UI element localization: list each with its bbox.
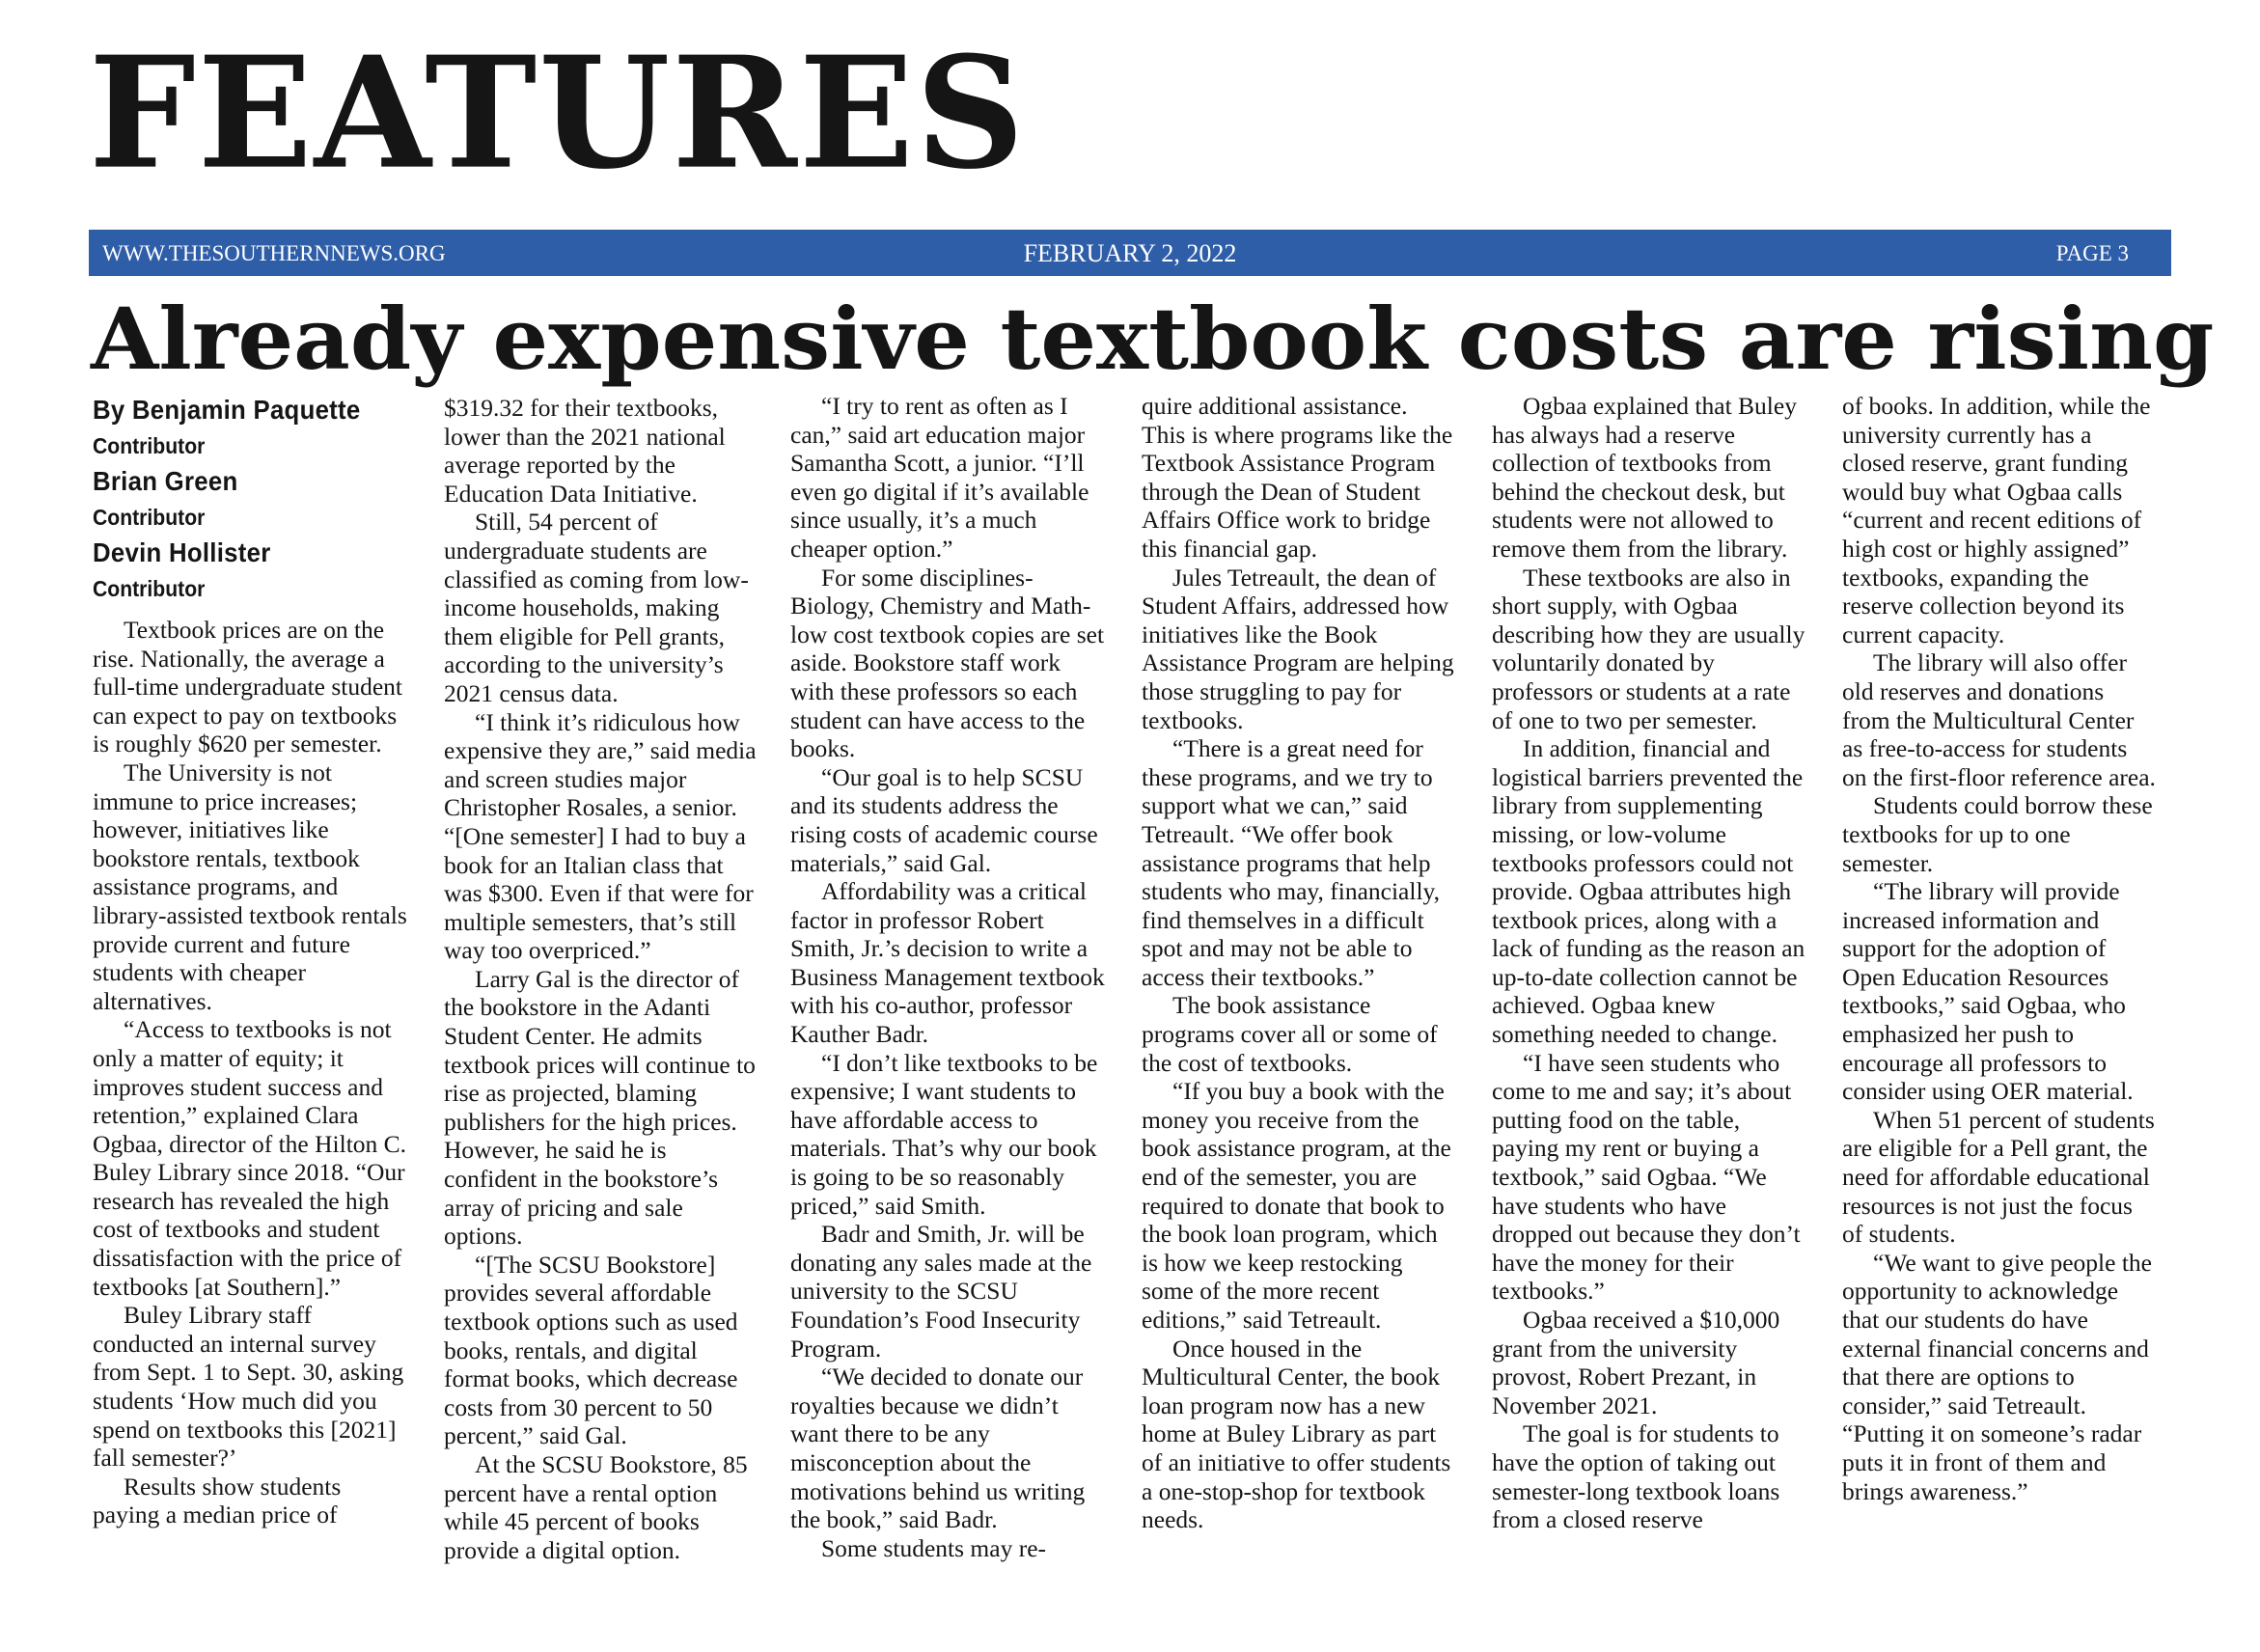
article-column-1 xyxy=(93,392,407,1529)
article-paragraph: Results show students paying a median price of xyxy=(93,1472,342,1529)
byline-author-name: Devin Hollister xyxy=(93,537,271,567)
article-column-2 xyxy=(444,394,758,1564)
byline-author-role: Contributor xyxy=(93,576,206,601)
article-paragraph: Still, 54 percent of undergraduate students are classified as coming from low-income households, making them eligible for Pell grants, according to the university’s 2021 census data. xyxy=(444,508,749,707)
article-paragraph: “We want to give people the opportunity to acknowledge that our students do have external financial concerns and that there are options to consider,” said Tetreault. “Putting it on someone’s radar puts it in front of them and brings awareness.” xyxy=(1842,1248,2152,1505)
article-body-text xyxy=(1142,392,1456,1534)
article-paragraph: Once housed in the Multicultural Center, the book loan program now has a new home at Buley Library as part of an initiative to offer students a one-stop-shop for textbook needs. xyxy=(1142,1334,1451,1534)
article-paragraph: Ogbaa explained that Buley has always had a reserve collection of textbooks from behind the checkout desk, but students were not allowed to remove them from the library. xyxy=(1492,392,1797,563)
article-paragraph: “[The SCSU Bookstore] provides several affordable textbook options such as used books, rentals, and digital format books, which decrease costs from 30 percent to 50 percent,” said Gal. xyxy=(444,1250,738,1450)
article-paragraph: The University is not immune to price increases; however, initiatives like bookstore rentals, textbook assistance programs, and library-assisted textbook rentals provide current and future students with cheaper alternatives. xyxy=(93,757,407,1015)
article-column-3 xyxy=(790,392,1105,1562)
article-paragraph: Buley Library staff conducted an internal survey from Sept. 1 to Sept. 30, asking students ‘How much did you spend on textbooks this [2021] fall semester?’ xyxy=(93,1301,404,1473)
article-paragraph: The book assistance programs cover all or some of the cost of textbooks. xyxy=(1142,991,1438,1077)
article-headline: Already expensive textbook costs are rising xyxy=(91,289,2215,389)
website-url-link[interactable]: WWW.THESOUTHERNNEWS.ORG xyxy=(102,241,446,265)
byline-author-name: By Benjamin Paquette xyxy=(93,395,361,425)
article-paragraph: Students could borrow these textbooks for up to one semester. xyxy=(1842,791,2153,877)
article-column-4 xyxy=(1142,392,1456,1534)
article-paragraph: “We decided to donate our royalties because we didn’t want there to be any misconception about the motivations behind us writing the book,” said Badr. xyxy=(790,1363,1086,1534)
article-body-text xyxy=(1842,392,2157,1505)
byline-author-role: Contributor xyxy=(93,505,206,530)
article-paragraph: “If you buy a book with the money you receive from the book assistance program, at the end of the semester, you are required to donate that book to the book loan program, which is how we keep restocking some of the more recent editions,” said Tetreault. xyxy=(1142,1077,1451,1334)
article-body-text xyxy=(790,392,1105,1562)
issue-date: FEBRUARY 2, 2022 xyxy=(1023,239,1237,267)
article-paragraph: Textbook prices are on the rise. Nationally, the average a full-time undergraduate student can expect to pay on textbooks is roughly $620 per semester. xyxy=(93,616,403,758)
article-paragraph: of books. In addition, while the university currently has a closed reserve, grant funding would buy what Ogbaa calls “current and recent editions of high cost or highly assigned” textbooks, expanding the reserve collection beyond its current capacity. xyxy=(1842,392,2151,648)
article-paragraph: These textbooks are also in short supply, with Ogbaa describing how they are usually voluntarily donated by professors or students at a rate of one to two per semester. xyxy=(1492,563,1805,734)
byline-author-name: Brian Green xyxy=(93,466,238,496)
article-paragraph: “I don’t like textbooks to be expensive; I want students to have affordable access to materials. That’s why our book is going to be so reasonably priced,” said Smith. xyxy=(790,1048,1098,1220)
article-paragraph: In addition, financial and logistical barriers prevented the library from supplementing missing, or low-volume textbooks professors could not provide. Ogbaa attributes high textbook prices, along with a lack of funding as the reason an up-to-date collection cannot be achieved. Ogbaa knew something needed to change. xyxy=(1492,734,1805,1049)
article-body-text xyxy=(1492,392,1806,1534)
bylines xyxy=(93,392,407,606)
article-paragraph: “Access to textbooks is not only a matter of equity; it improves student success and retention,” explained Clara Ogbaa, director of the Hilton C. Buley Library since 2018. “Our research has revealed the high cost of textbooks and student dissatisfaction with the price of textbooks [at Southern].” xyxy=(93,1015,407,1301)
article-paragraph: Ogbaa received a $10,000 grant from the university provost, Robert Prezant, in November 2021. xyxy=(1492,1306,1780,1419)
article-paragraph: “I think it’s ridiculous how expensive they are,” said media and screen studies major Christopher Rosales, a senior. “[One semester] I had to buy a book for an Italian class that was $300. Even if that were for multiple semesters, that’s still way too overpriced.” xyxy=(444,707,757,965)
article-paragraph: For some disciplines- Biology, Chemistry and Math- low cost textbook copies are set aside. Bookstore staff work with these professors so each student can have access to the books. xyxy=(790,563,1105,763)
article-column-6 xyxy=(1842,392,2157,1505)
article-body-text xyxy=(444,394,758,1564)
article-paragraph: The goal is for students to have the option of taking out semester-long textbook loans from a closed reserve xyxy=(1492,1419,1780,1534)
article-paragraph: Affordability was a critical factor in professor Robert Smith, Jr.’s decision to write a Business Management textbook with his co-author, professor Kauther Badr. xyxy=(790,877,1105,1049)
article-paragraph: Jules Tetreault, the dean of Student Affairs, addressed how initiatives like the Book Assistance Program are helping those struggling to pay for textbooks. xyxy=(1142,563,1454,734)
article-paragraph: “The library will provide increased information and support for the adoption of Open Education Resources textbooks,” said Ogbaa, who emphasized her push to encourage all professors to consider using OER material. xyxy=(1842,877,2134,1106)
article-paragraph: At the SCSU Bookstore, 85 percent have a rental option while 45 percent of books provide a digital option. xyxy=(444,1449,748,1564)
article-paragraph: “Our goal is to help SCSU and its students address the rising costs of academic course materials,” said Gal. xyxy=(790,762,1098,877)
article-paragraph: Some students may re- xyxy=(821,1533,1046,1562)
article-paragraph: “There is a great need for these programs, and we try to support what we can,” said Tetreault. “We offer book assistance programs that help students who may, financially, find themselves in a difficult spot and may not be able to access their textbooks.” xyxy=(1142,734,1441,991)
page-number: PAGE 3 xyxy=(2055,241,2129,265)
article-paragraph: Larry Gal is the director of the bookstore in the Adanti Student Center. He admits textbook prices will continue to rise as projected, blaming publishers for the high prices. However, he said he is confident in the bookstore’s array of pricing and sale options. xyxy=(444,964,756,1251)
article-paragraph: Badr and Smith, Jr. will be donating any sales made at the university to the SCSU Foundation’s Food Insecurity Program. xyxy=(790,1220,1092,1363)
article-paragraph: “I have seen students who come to me and say; it’s about putting food on the table, paying my rent or buying a textbook,” said Ogbaa. “We have students who have dropped out because they don’t have the money for their textbooks.” xyxy=(1492,1048,1801,1306)
article-paragraph: When 51 percent of students are eligible for a Pell grant, the need for affordable educational resources is not just the focus of students. xyxy=(1842,1105,2155,1249)
article-paragraph: $319.32 for their textbooks, lower than the 2021 national average reported by the Education Data Initiative. xyxy=(444,394,726,508)
byline-author-role: Contributor xyxy=(93,433,206,458)
article-paragraph: “I try to rent as often as I can,” said art education major Samantha Scott, a junior. “I’ll even go digital if it’s available since usually, it’s a much cheaper option.” xyxy=(790,392,1089,563)
article-body-text xyxy=(93,616,407,1529)
section-title: FEATURES xyxy=(89,22,1027,204)
article-paragraph: quire additional assistance. This is where programs like the Textbook Assistance Program through the Dean of Student Affairs Office work to bridge this financial gap. xyxy=(1142,392,1453,563)
article-paragraph: The library will also offer old reserves and donations from the Multicultural Center as free-to-access for students on the first-floor reference area. xyxy=(1842,648,2156,791)
page-banner xyxy=(89,230,2171,276)
article-column-5 xyxy=(1492,392,1806,1534)
